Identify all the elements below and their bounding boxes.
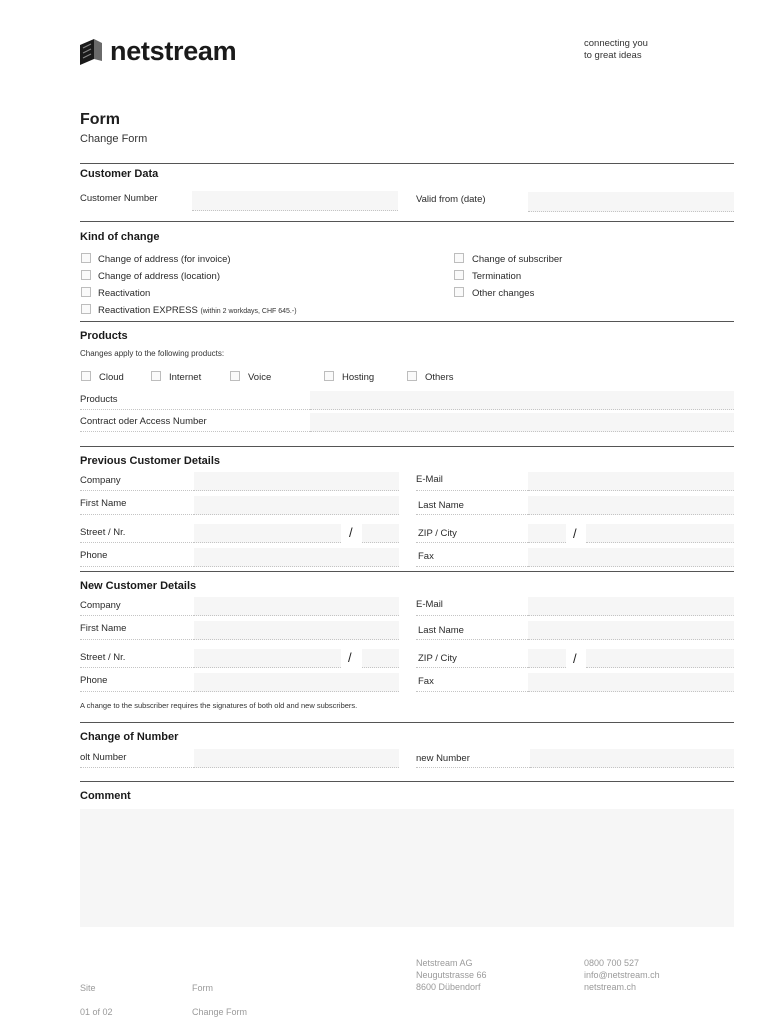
prev-company-field[interactable] (194, 472, 399, 491)
prev-street-label: Street / Nr. (80, 527, 126, 538)
new-first-name-field[interactable] (194, 621, 399, 640)
old-number-field[interactable] (194, 749, 399, 768)
new-zip-field[interactable] (528, 649, 566, 668)
section-divider (80, 571, 734, 572)
new-number-field[interactable] (530, 749, 734, 768)
section-divider (80, 722, 734, 723)
underline (80, 409, 310, 410)
new-city-field[interactable] (586, 649, 734, 668)
old-number-label: olt Number (80, 752, 127, 763)
footer-site (80, 970, 113, 1030)
checkbox-change-address-invoice[interactable] (81, 253, 91, 263)
products-field[interactable] (310, 391, 734, 410)
footer-site-value: 01 of 02 (80, 1007, 113, 1017)
tagline (584, 38, 704, 62)
section-divider (80, 781, 734, 782)
prev-zip-label: ZIP / City (418, 528, 457, 539)
prev-fax-label: Fax (418, 551, 434, 562)
product-label: Hosting (342, 372, 375, 383)
new-email-label: E-Mail (416, 599, 443, 610)
prev-last-name-field[interactable] (528, 496, 734, 515)
netstream-logo-icon (80, 39, 102, 65)
footer-contact: 0800 700 527 info@netstream.ch netstream.ch (584, 958, 660, 992)
underline (80, 431, 310, 432)
option-label: Other changes (472, 288, 535, 299)
underline (80, 566, 194, 567)
section-title-change-of-number: Change of Number (80, 731, 179, 743)
brand-logo (80, 36, 236, 67)
underline (416, 566, 528, 567)
underline (80, 639, 194, 640)
checkbox-others[interactable] (407, 371, 417, 381)
footer-form-label: Form (192, 983, 213, 993)
new-street-label: Street / Nr. (80, 652, 126, 663)
express-note: (within 2 workdays, CHF 645.-) (200, 308, 297, 315)
brand-name: netstream (110, 36, 237, 66)
new-fax-field[interactable] (528, 673, 734, 692)
underline (416, 667, 528, 668)
tagline-line-1: connecting you (584, 38, 648, 49)
section-title-customer-data: Customer Data (80, 168, 159, 180)
new-number-label: new Number (416, 753, 470, 764)
option-label-text: Reactivation EXPRESS (98, 305, 198, 316)
section-divider (80, 221, 734, 222)
tagline-line-2: to great ideas (584, 50, 642, 61)
products-label: Products (80, 394, 118, 405)
section-title-new-customer: New Customer Details (80, 580, 197, 592)
contract-number-field[interactable] (310, 413, 734, 432)
new-last-name-field[interactable] (528, 621, 734, 640)
section-title-products: Products (80, 330, 128, 342)
option-label: Change of address (for invoice) (98, 254, 231, 265)
underline (80, 514, 194, 515)
section-title-previous-customer: Previous Customer Details (80, 455, 220, 467)
underline (416, 615, 528, 616)
underline (416, 542, 528, 543)
new-last-name-label: Last Name (418, 625, 464, 636)
option-label: Termination (472, 271, 522, 282)
prev-zip-field[interactable] (528, 524, 566, 543)
checkbox-internet[interactable] (151, 371, 161, 381)
prev-company-label: Company (80, 475, 121, 486)
prev-fax-field[interactable] (528, 548, 734, 567)
option-label: Reactivation (98, 288, 151, 299)
customer-number-field[interactable] (192, 191, 398, 211)
new-first-name-label: First Name (80, 623, 127, 634)
prev-last-name-label: Last Name (418, 500, 464, 511)
underline (80, 490, 194, 491)
new-phone-field[interactable] (194, 673, 399, 692)
new-phone-label: Phone (80, 675, 108, 686)
new-street-number-field[interactable] (362, 649, 399, 668)
new-zip-label: ZIP / City (418, 653, 457, 664)
underline (416, 767, 530, 768)
underline (80, 691, 194, 692)
underline (80, 767, 194, 768)
new-company-field[interactable] (194, 597, 399, 616)
checkbox-other-changes[interactable] (454, 287, 464, 297)
checkbox-cloud[interactable] (81, 371, 91, 381)
underline (416, 490, 528, 491)
option-label: Change of address (location) (98, 271, 220, 282)
prev-first-name-field[interactable] (194, 496, 399, 515)
product-label: Voice (248, 372, 272, 383)
underline (80, 615, 194, 616)
valid-from-label: Valid from (date) (416, 194, 486, 205)
prev-first-name-label: First Name (80, 498, 127, 509)
checkbox-termination[interactable] (454, 270, 464, 280)
underline (416, 514, 528, 515)
footer-company-address: Netstream AG Neugutstrasse 66 8600 Dübendorf (416, 958, 487, 992)
section-divider (80, 446, 734, 447)
slash-separator: / (573, 526, 577, 541)
underline (80, 542, 194, 543)
underline (416, 639, 528, 640)
footer-site-label: Site (80, 983, 96, 993)
prev-street-number-field[interactable] (362, 524, 399, 543)
checkbox-change-subscriber[interactable] (454, 253, 464, 263)
new-company-label: Company (80, 600, 121, 611)
page-title: Form (80, 111, 120, 128)
page-subtitle: Change Form (80, 133, 148, 145)
new-email-field[interactable] (528, 597, 734, 616)
checkbox-reactivation[interactable] (81, 287, 91, 297)
product-label: Internet (169, 372, 202, 383)
prev-city-field[interactable] (586, 524, 734, 543)
checkbox-voice[interactable] (230, 371, 240, 381)
slash-separator: / (349, 525, 353, 540)
option-label (98, 305, 297, 316)
prev-street-field[interactable] (194, 524, 341, 543)
prev-email-label: E-Mail (416, 474, 443, 485)
contract-number-label: Contract oder Access Number (80, 416, 207, 427)
section-divider (80, 321, 734, 322)
prev-phone-label: Phone (80, 550, 108, 561)
customer-number-label: Customer Number (80, 193, 158, 204)
new-fax-label: Fax (418, 676, 434, 687)
footer-form-value: Change Form (192, 1007, 248, 1017)
underline (416, 691, 528, 692)
prev-email-field[interactable] (528, 472, 734, 491)
product-label: Cloud (99, 372, 124, 383)
new-street-field[interactable] (194, 649, 341, 668)
product-label: Others (425, 372, 454, 383)
checkbox-hosting[interactable] (324, 371, 334, 381)
comment-textarea[interactable] (80, 809, 734, 927)
section-divider (80, 163, 734, 164)
checkbox-reactivation-express[interactable] (81, 304, 91, 314)
prev-phone-field[interactable] (194, 548, 399, 567)
valid-from-field[interactable] (528, 192, 734, 212)
slash-separator: / (573, 651, 577, 666)
footer-form (192, 970, 247, 1030)
subscriber-note: A change to the subscriber requires the signatures of both old and new subscribers. (80, 701, 358, 710)
underline (80, 667, 194, 668)
option-label: Change of subscriber (472, 254, 563, 265)
section-title-kind-of-change: Kind of change (80, 231, 160, 243)
products-note: Changes apply to the following products: (80, 349, 225, 358)
slash-separator: / (348, 650, 352, 665)
checkbox-change-address-location[interactable] (81, 270, 91, 280)
section-title-comment: Comment (80, 790, 131, 802)
